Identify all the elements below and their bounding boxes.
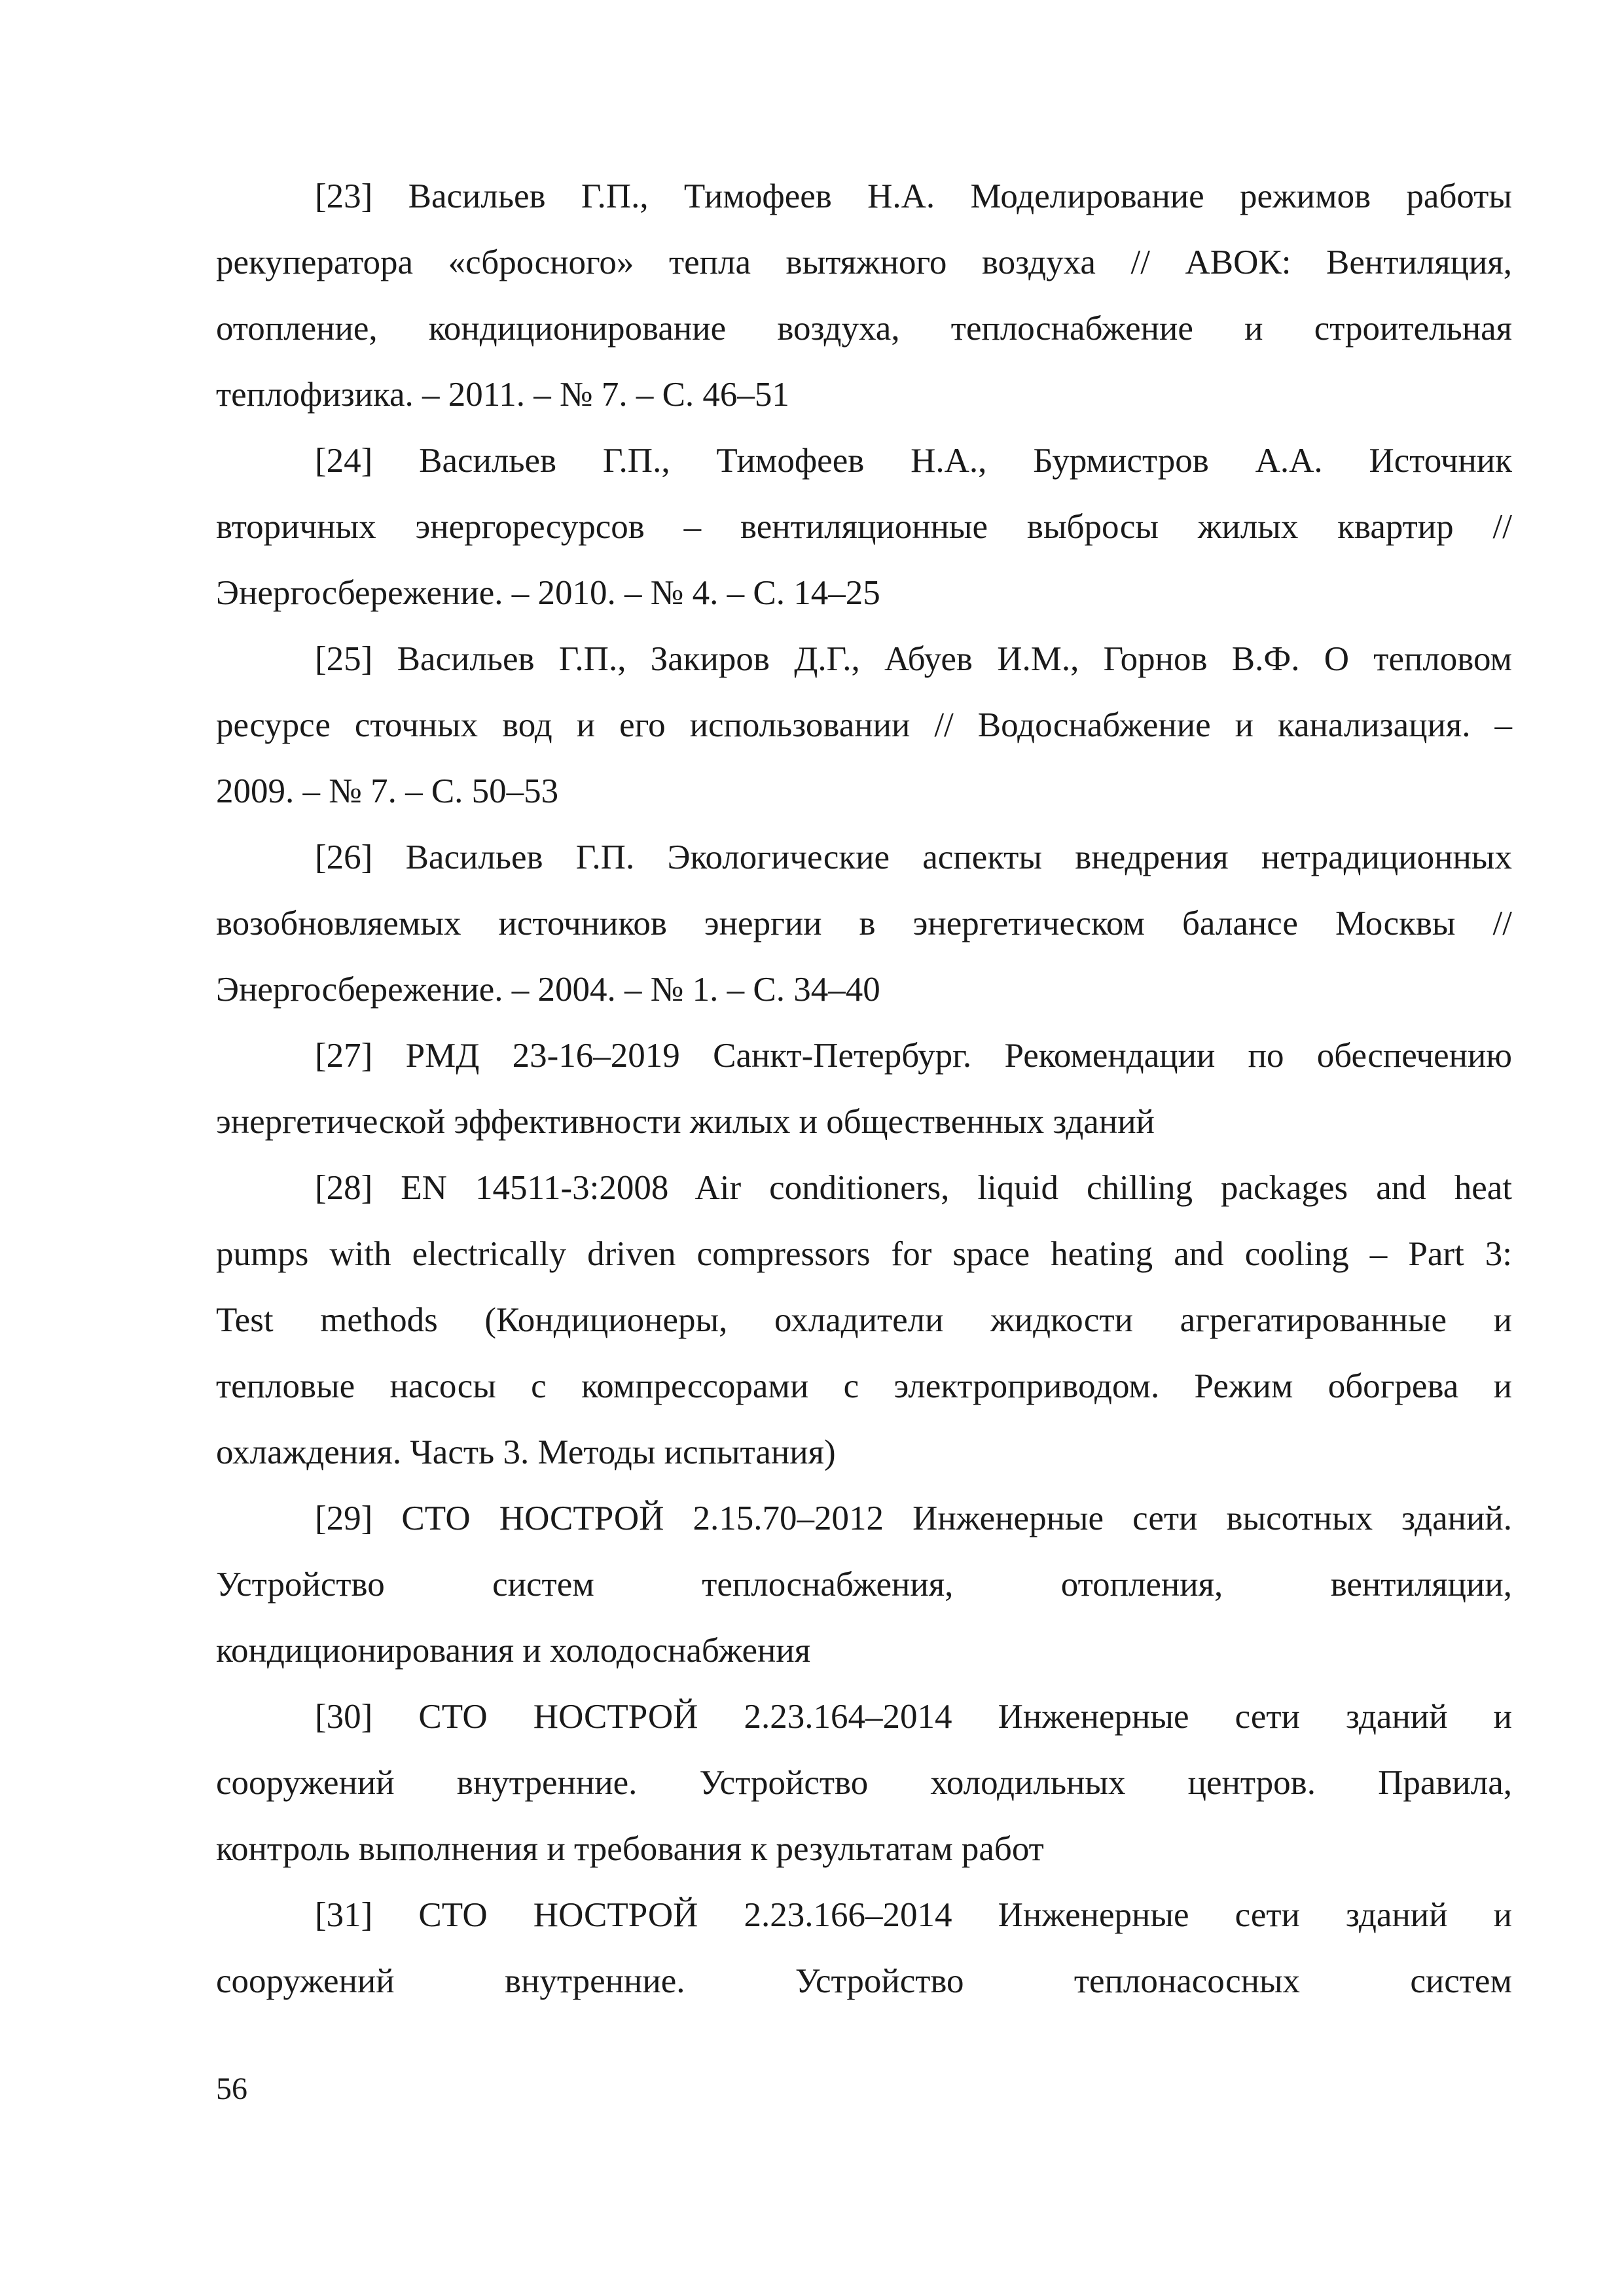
reference-line: Устройство систем теплоснабжения, отопления, вентиляции, [216, 1566, 1512, 1604]
reference-list [216, 164, 1512, 2015]
reference-line: ресурсе сточных вод и его использовании // Водоснабжение и канализация. – [216, 706, 1512, 744]
reference-line: Энергосбережение. – 2010. – № 4. – С. 14–25 [216, 574, 880, 612]
reference-line: энергетической эффективности жилых и общественных зданий [216, 1103, 1155, 1141]
reference-line: pumps with electrically driven compressors for space heating and cooling – Part 3: [216, 1235, 1512, 1273]
reference-item-23 [216, 164, 1512, 428]
reference-line: контроль выполнения и требования к результатам работ [216, 1830, 1044, 1868]
reference-line: тепловые насосы с компрессорами с электроприводом. Режим обогрева и [216, 1367, 1512, 1405]
reference-line: [30] СТО НОСТРОЙ 2.23.164–2014 Инженерные сети зданий и [315, 1698, 1512, 1736]
reference-item-31 [216, 1882, 1512, 2015]
reference-line: отопление, кондиционирование воздуха, теплоснабжение и строительная [216, 310, 1512, 348]
reference-item-29 [216, 1486, 1512, 1684]
reference-line: [26] Васильев Г.П. Экологические аспекты внедрения нетрадиционных [315, 838, 1512, 876]
reference-item-26 [216, 825, 1512, 1023]
reference-line: [25] Васильев Г.П., Закиров Д.Г., Абуев И.М., Горнов В.Ф. О тепловом [315, 640, 1512, 678]
reference-line: кондиционирования и холодоснабжения [216, 1632, 811, 1670]
reference-line: [28] EN 14511-3:2008 Air conditioners, liquid chilling packages and heat [315, 1169, 1512, 1207]
reference-item-27 [216, 1023, 1512, 1155]
reference-line: [27] РМД 23-16–2019 Санкт-Петербург. Рекомендации по обеспечению [315, 1037, 1512, 1075]
reference-item-25 [216, 626, 1512, 825]
reference-line: Test methods (Кондиционеры, охладители жидкости агрегатированные и [216, 1301, 1512, 1339]
reference-line: вторичных энергоресурсов – вентиляционные выбросы жилых квартир // [216, 508, 1512, 546]
page-number: 56 [216, 2072, 247, 2106]
reference-line: сооружений внутренние. Устройство холодильных центров. Правила, [216, 1764, 1512, 1802]
reference-line: рекуператора «сбросного» тепла вытяжного воздуха // АВОК: Вентиляция, [216, 243, 1512, 281]
reference-item-28 [216, 1155, 1512, 1486]
reference-line: [23] Васильев Г.П., Тимофеев Н.А. Моделирование режимов работы [315, 177, 1512, 215]
reference-item-24 [216, 428, 1512, 626]
reference-line: 2009. – № 7. – С. 50–53 [216, 772, 559, 810]
reference-line: охлаждения. Часть 3. Методы испытания) [216, 1433, 836, 1471]
reference-line: [29] СТО НОСТРОЙ 2.15.70–2012 Инженерные сети высотных зданий. [315, 1499, 1512, 1537]
reference-line: сооружений внутренние. Устройство теплонасосных систем [216, 1962, 1512, 2000]
reference-line: возобновляемых источников энергии в энергетическом балансе Москвы // [216, 905, 1512, 942]
reference-line: Энергосбережение. – 2004. – № 1. – С. 34–40 [216, 971, 880, 1009]
reference-item-30 [216, 1684, 1512, 1882]
reference-line: [24] Васильев Г.П., Тимофеев Н.А., Бурмистров А.А. Источник [315, 442, 1512, 480]
reference-line: теплофизика. – 2011. – № 7. – С. 46–51 [216, 376, 789, 414]
reference-line: [31] СТО НОСТРОЙ 2.23.166–2014 Инженерные сети зданий и [315, 1896, 1512, 1934]
